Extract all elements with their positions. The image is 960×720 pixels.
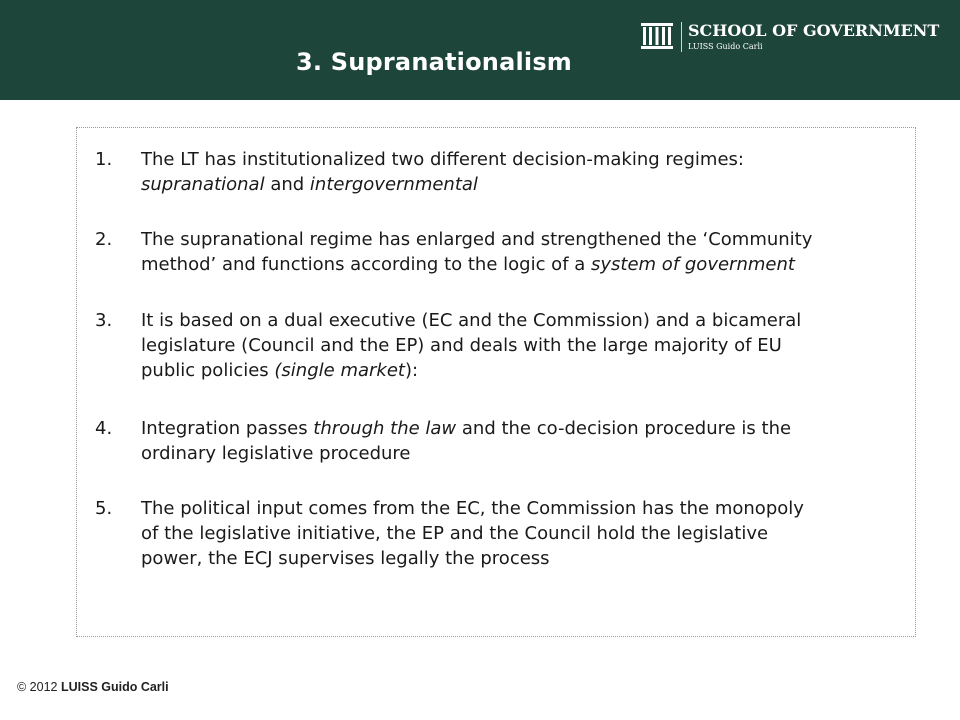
list-item-number: 4. (95, 418, 113, 439)
logo-subtitle: LUISS Guido Carli (688, 42, 763, 51)
text-line (141, 333, 901, 358)
text-segment: and the co-decision procedure is the (456, 418, 792, 439)
copyright-footer (17, 680, 169, 694)
list-item-text (141, 416, 901, 466)
text-segment: legislature (Council and the EP) and deals with the large majority of EU (141, 335, 782, 356)
text-line (141, 227, 901, 252)
text-line (141, 496, 901, 521)
content-panel (76, 127, 916, 637)
text-segment: ): (404, 360, 419, 381)
text-segment: public policies (141, 360, 275, 381)
text-line (141, 147, 901, 172)
header-bar (0, 0, 960, 100)
text-segment: The LT has institutionalized two different decision-making regimes: (141, 149, 744, 170)
italic-text: system of government (591, 254, 795, 275)
copyright-text: © 2012 (17, 680, 61, 694)
copyright-owner: LUISS Guido Carli (60, 680, 169, 694)
list-item-number: 1. (95, 149, 113, 170)
slide-title: 3. Supranationalism (295, 48, 573, 76)
list-item-number: 5. (95, 498, 113, 519)
text-segment: method’ and functions according to the logic of a (141, 254, 592, 275)
list-item-text (141, 227, 901, 277)
list-item-text (141, 308, 901, 383)
text-segment: The supranational regime has enlarged and strengthened the ‘Community (141, 229, 813, 250)
text-segment: ordinary legislative procedure (141, 443, 411, 464)
text-segment: The political input comes from the EC, the Commission has the monopoly (141, 498, 804, 519)
text-line (141, 546, 901, 571)
text-segment: and (264, 174, 310, 195)
columns-icon (640, 23, 674, 49)
italic-text: through the law (313, 418, 457, 439)
text-segment: of the legislative initiative, the EP and the Council hold the legislative (141, 523, 769, 544)
text-line (141, 521, 901, 546)
text-line (141, 441, 901, 466)
text-line (141, 308, 901, 333)
italic-text: supranational (141, 174, 265, 195)
text-segment: power, the ECJ supervises legally the process (141, 548, 550, 569)
text-line (141, 172, 901, 197)
text-segment: It is based on a dual executive (EC and the Commission) and a bicameral (141, 310, 802, 331)
italic-text: intergovernmental (309, 174, 478, 195)
list-item-number: 2. (95, 229, 113, 250)
text-line (141, 252, 901, 277)
logo-name: SCHOOL OF GOVERNMENT (688, 21, 940, 40)
list-item-text (141, 147, 901, 197)
list-item-text (141, 496, 901, 571)
text-line (141, 358, 901, 383)
text-line (141, 416, 901, 441)
italic-text: (single market (274, 360, 405, 381)
list-item-number: 3. (95, 310, 113, 331)
text-segment: Integration passes (141, 418, 314, 439)
